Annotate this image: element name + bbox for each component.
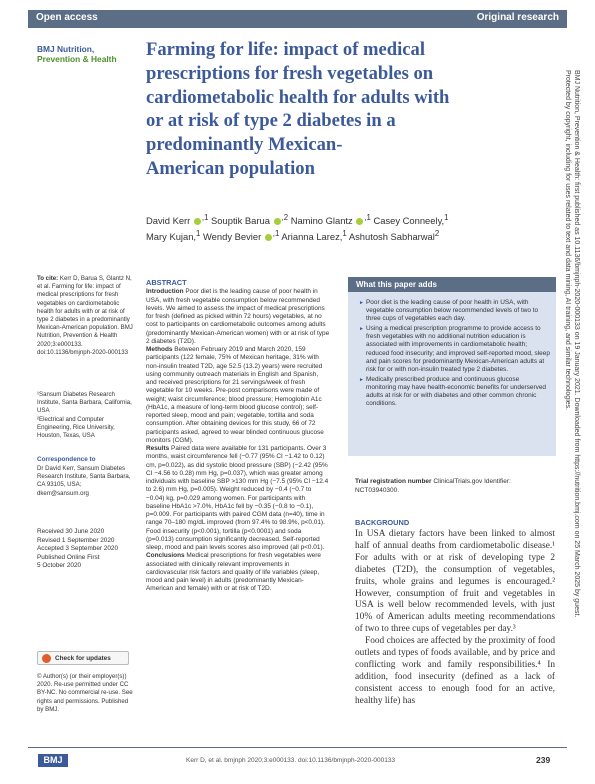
intro-text: Poor diet is the leading cause of poor health in USA, with fresh vegetable consumption below recommended levels. We aimed to assess the impact of medical prescriptions for fresh (defined as picked within 72 hours) vegetables, at no cost to participants on cardiometabolic outcomes among adults (predominantly Mexican-American women) with or at risk of type 2 diabetes (T2D).	[146, 288, 330, 345]
box-heading: What this paper adds	[348, 277, 556, 292]
results-label: Results	[146, 445, 170, 452]
abstract-heading: ABSTRACT	[146, 278, 187, 287]
revised-date: Revised 1 September 2020	[37, 536, 115, 544]
download-notice	[563, 70, 581, 690]
list-item	[359, 325, 550, 374]
cite-label: To cite:	[37, 275, 59, 282]
citation-note	[37, 275, 133, 357]
author-name: Wendy Bevier	[203, 230, 262, 242]
conclusions-text: Medical prescriptions for fresh vegetables were associated with clinically relevant improvements in cardiovascular risk factors and quality of life variables (sleep, mood and pain level) in adults (predominantly Mexican-American and female) with or at risk of T2D.	[146, 552, 321, 593]
author-list	[146, 212, 536, 243]
title-line: cardiometabolic health for adults with	[146, 86, 450, 108]
list-item	[359, 376, 550, 408]
conclusions-label: Conclusions	[146, 552, 185, 560]
orcid-icon[interactable]	[356, 218, 363, 225]
triangle-bullet-icon: ►	[359, 376, 364, 383]
affiliation-1: ¹Sansum Diabetes Research Institute, Santa Barbara, California, USA	[37, 391, 132, 415]
check-updates-label: Check for updates	[55, 655, 111, 662]
affiliation-mark: 1	[196, 228, 201, 238]
orcid-icon[interactable]	[194, 218, 201, 225]
journal-logo	[37, 44, 117, 64]
methods-label: Methods	[146, 346, 173, 353]
correspondence-heading: Correspondence to	[37, 456, 96, 463]
author-name: Mary Kujan,	[146, 230, 197, 242]
trial-registration	[355, 478, 555, 495]
article-title	[146, 38, 546, 181]
orcid-icon[interactable]	[274, 218, 281, 225]
cite-text: Kerr D, Barua S, Glantz N, et al. Farming for life: impact of medical prescriptions for fresh vegetables on cardiometabolic health for adults with or at risk of type 2 diabetes in a predominantly Mexican-American population. BMJ Nutrition, Prevention & Health 2020;3:e000133. doi:10.1136/bmjnph-2020-000133	[37, 275, 133, 356]
abstract-results	[146, 445, 330, 552]
correspondence-text: Dr David Kerr, Sansum Diabetes Research Institute, Santa Barbara, CA 93105, USA; dkerr@sansum.org	[37, 465, 131, 497]
journal-name-line1: BMJ Nutrition,	[37, 44, 95, 54]
background-paragraph-1: In USA dietary factors have been linked to almost half of annual deaths from cardiometabolic disease.¹ For adults with or at risk of developing type 2 diabetes (T2D), the consumption of vegetables, fruits, whole grains and legumes is encouraged.² However, consumption of fruit and vegetables in USA is well below recommended levels, with just 10% of American adults meeting recommendations of two to three cups of vegetables per day.³	[355, 529, 555, 635]
accepted-date: Accepted 3 September 2020	[37, 545, 119, 553]
affiliation-mark: ,1	[364, 213, 371, 222]
affiliation-mark: ,1	[272, 228, 280, 238]
affiliation-2: ²Electrical and Computer Engineering, Rice University, Houston, Texas, USA	[37, 416, 115, 440]
trial-label: Trial registration number	[355, 478, 432, 485]
affiliation-mark: ,1	[201, 213, 209, 222]
affiliation-mark: 1	[342, 228, 347, 238]
background-heading: BACKGROUND	[355, 518, 410, 527]
published-label: Published Online First	[37, 553, 100, 561]
methods-text: Between February 2019 and March 2020, 159 participants (122 female, 75% of Mexican heritage, 31% with non-insulin treated T2D, age 52.5 (13.2) years) were recruited using community outreach materials in English and Spanish, and received prescriptions for 21 servings/week of fresh vegetable for 10 weeks. Pre-post comparisons were made of weight; waist circumference; blood pressure; Hemoglobin A1c (HbA1c, a measure of long-term blood glucose control); self-reported sleep, mood and pain; vegetable, tortilla and soda consumption. After obtaining devices for this study, 66 of 72 participants asked, agreed to wear blinded continuous glucose monitors (CGM).	[146, 346, 324, 444]
background-paragraph-2: Food choices are affected by the proximity of food outlets and types of foods available, and by price and conflicting work and family responsibilities.⁴ In addition, food insecurity (defined as a lack of consistent access to enough food for an active, healthy life) has	[355, 636, 555, 706]
what-this-paper-adds-box	[348, 277, 556, 456]
author-name: David Kerr	[146, 215, 191, 227]
abstract-intro	[146, 288, 330, 346]
author-name: Casey Conneely,	[373, 215, 445, 227]
footer-rule	[28, 747, 567, 748]
journal-name-line2: Prevention & Health	[37, 54, 117, 64]
dates-block	[37, 528, 133, 571]
header-bar	[28, 10, 567, 28]
download-notice-line2: Protected by copyright, including for uses related to text and data mining, AI training, and similar technologies.	[564, 70, 571, 411]
abstract	[146, 279, 330, 594]
abstract-methods	[146, 346, 330, 445]
author-name: Arianna Larez,	[281, 230, 343, 242]
bullet-text: Using a medical prescription programme to provide access to fresh vegetables with no additional nutrition education is associated with improvements in cardiometabolic health; reduced food insecurity; and improved self-reported mood, sleep and pain scores for predominantly Mexican-American adults at risk for or with non-insulin treated type 2 diabetes.	[366, 325, 550, 373]
page-number: 239	[536, 755, 551, 765]
check-updates-button[interactable]	[37, 651, 129, 665]
box-list	[348, 299, 556, 408]
title-line: American population	[146, 157, 315, 179]
received-date: Received 30 June 2020	[37, 528, 105, 535]
title-line: predominantly Mexican-	[146, 134, 343, 156]
published-date: 5 October 2020	[37, 562, 82, 570]
author-name: Ashutosh Sabharwal	[348, 230, 435, 242]
abstract-conclusions	[146, 552, 330, 593]
results-text: Paired data were available for 131 participants. Over 3 months, waist circumference fell (−0.77 (95% CI −1.42 to 0.12) cm, p=0.022), as did systolic blood pressure (SBP) (−2.42 (95% CI −4.56 to 0.28) mm Hg, p=0.037), which was greater among individuals with baseline SBP >130 mm Hg (−7.5 (95% CI −12.4 to 2.6) mm Hg, p=0.005). Weight reduced by −0.4 (−0.7 to −0.04) kg, p=0.029 among women. For participants with baseline HbA1c >7.0%, HbA1c fell by −0.35 (−0.8 to −0.1), p=0.009. For participants with paired CGM data (n=40), time in range 70–180 mg/dL improved (from 97.4% to 98.9%, p<0.01). Food insecurity (p<0.001), tortilla (p<0.0001) and soda (p=0.013) consumption significantly decreased. Self-reported sleep, mood and pain levels scores also improved (all p<0.01).	[146, 445, 329, 551]
affiliation-mark: ,2	[281, 213, 289, 222]
bullet-text: Poor diet is the leading cause of poor health in USA, with vegetable consumption below recommended levels of two to three cups of vegetables each day.	[366, 299, 539, 323]
download-notice-line1: BMJ Nutrition, Prevention & Health: first published as 10.1136/bmjnph-2020-000133 on 19 January 2021. Downloaded from https://nutrition.bmj.com on 25 March 2025 by guest.	[573, 70, 580, 618]
crossmark-icon	[42, 654, 51, 663]
title-line: prescriptions for fresh vegetables on	[146, 62, 434, 84]
title-line: or at risk of type 2 diabetes in a	[146, 110, 396, 132]
title-line: Farming for life: impact of medical	[146, 39, 426, 60]
copyright-note: © Author(s) (or their employer(s)) 2020. Re-use permitted under CC BY-NC. No commercial re-use. See rights and permissions. Published by BMJ.	[37, 673, 133, 713]
intro-label: Introduction	[146, 288, 184, 296]
footer-citation: Kerr D, et al. bmjnph 2020;3:e000133. doi:10.1136/bmjnph-2020-000133	[186, 757, 396, 764]
trial-text: ClinicalTrials.gov Identifier: NCT03940300.	[355, 478, 511, 494]
list-item	[359, 299, 550, 323]
background-body	[355, 529, 555, 708]
triangle-bullet-icon: ►	[359, 300, 364, 306]
triangle-bullet-icon: ►	[359, 326, 364, 333]
bmj-logo: BMJ	[38, 754, 68, 767]
section-label: Original research	[476, 12, 559, 23]
affiliation-mark: 2	[434, 228, 440, 238]
affiliation-mark: 1	[444, 213, 449, 222]
author-name: Souptik Barua	[211, 215, 270, 227]
open-access-label: Open access	[36, 12, 98, 23]
bullet-text: Medically prescribed produce and continuous glucose monitoring may have health-economic benefits for underserved adults at risk for or with diabetes and other common chronic conditions.	[366, 375, 546, 408]
orcid-icon[interactable]	[265, 234, 272, 241]
author-name: Namino Glantz	[290, 215, 353, 227]
